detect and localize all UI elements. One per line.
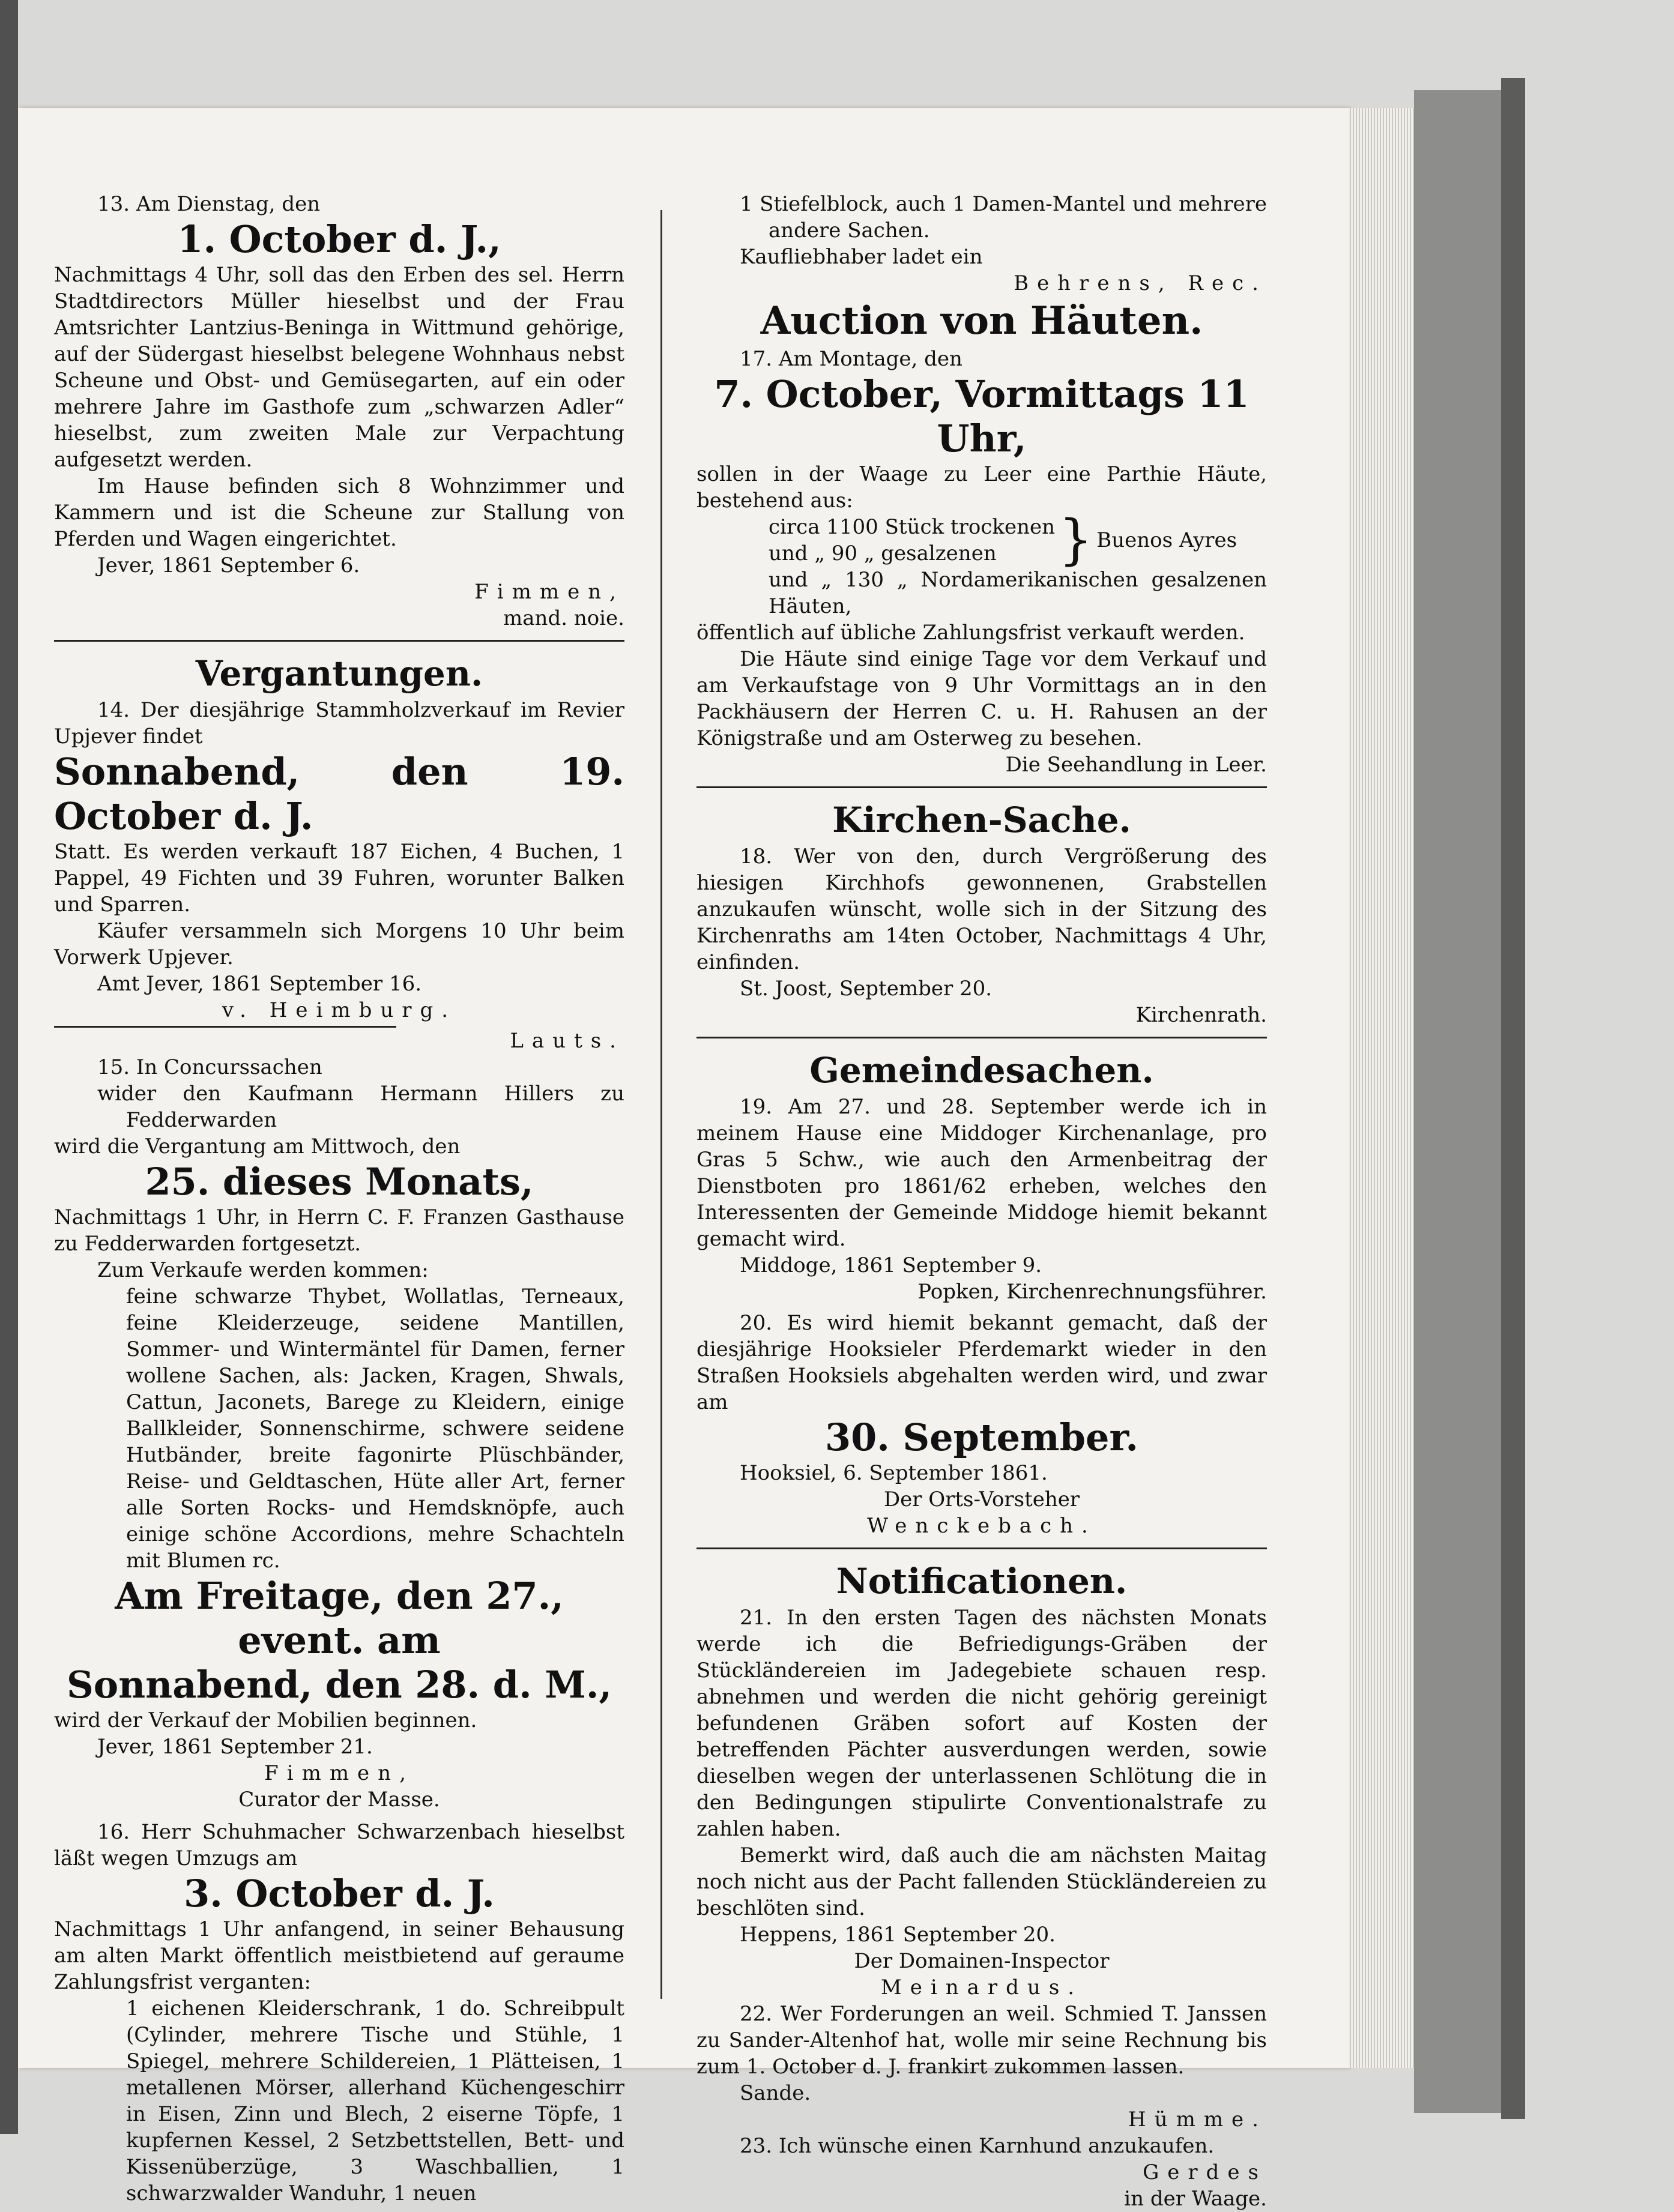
notice-14-signature: v. Heimburg.	[222, 998, 457, 1022]
book-cover	[1414, 90, 1501, 2113]
notice-14-place: Amt Jever, 1861 September 16.	[97, 972, 422, 996]
notice-15-after: wird der Verkauf der Mobilien beginnen.	[54, 1708, 477, 1732]
notice-20-place: Hooksiel, 6. September 1861.	[740, 1461, 1048, 1485]
page-stack-edges	[1348, 108, 1414, 2068]
notice-15-list-intro: Zum Verkaufe werden kommen:	[97, 1258, 429, 1282]
notice-17-intro: 17. Am Montage, den	[740, 347, 962, 371]
hides-brace-label: Buenos Ayres	[1096, 528, 1237, 552]
notice-21-place: Heppens, 1861 September 20.	[740, 1923, 1056, 1947]
left-column	[54, 191, 624, 2207]
notice-18-signature: Kirchenrath.	[1135, 1003, 1267, 1027]
hides-row-2: und „ 90 „ gesalzenen	[769, 541, 997, 565]
continued-invite: Kaufliebhaber ladet ein	[740, 245, 983, 269]
notice-21-signature2: Meinardus.	[880, 1975, 1083, 2000]
notice-15-intro2: wider den Kaufmann Hermann Hillers zu Fedderwarden	[97, 1082, 624, 1132]
notice-15-intro3: wird die Vergantung am Mittwoch, den	[54, 1135, 461, 1159]
notice-15-list: feine schwarze Thybet, Wollatlas, Terneaux, feine Kleiderzeuge, seidene Mantillen, Sommer- und Wintermäntel für Damen, ferner wollene Sachen, als: Jacken, Kragen, Shwals, Cattun, Jaconets, Barege zu Kleidern, einige Ballkleider, Sonnenschirme, schwere seidene Hutbänder, breite fagonirte Plüschbänder, Reise- und Geldtaschen, Hüte aller Art, ferner alle Sorten Rocks- und Hemdsknöpfe, auch einige schöne Accordions, mehre Schachteln mit Blumen rc.	[126, 1285, 624, 1573]
notice-20-signature2: Wenckebach.	[867, 1514, 1096, 1538]
notice-17-date: 7. October, Vormittags 11 Uhr,	[714, 372, 1249, 460]
notice-15-date: 25. dieses Monats,	[145, 1160, 534, 1204]
notice-21-body2: Bemerkt wird, daß auch die am nächsten Maitag noch nicht aus der Pacht fallenden Stückländereien zu beschlöten sind.	[696, 1843, 1267, 1920]
book-cover-edge	[1501, 78, 1525, 2119]
notice-17-signature: Die Seehandlung in Leer.	[1005, 753, 1267, 777]
notice-22-signature: Hümme.	[1128, 2108, 1267, 2132]
heading-gemeindesachen: Gemeindesachen.	[809, 1050, 1154, 1091]
right-column	[696, 191, 1267, 2212]
notice-15-signature: Fimmen,	[264, 1761, 414, 1785]
notice-21-body: 21. In den ersten Tagen des nächsten Monats werde ich die Befriedigungs-Gräben der Stückländereien im Jadegebiete schauen resp. abnehmen und werden die nicht gehörig gereinigt befundenen Gräben sofort auf Kosten der betreffenden Pächter ausverdungen werden, sowie dieselben wegen der unterlassenen Schlötung die in den Bedingungen stipulirte Conventionalstrafe zu zahlen haben.	[696, 1606, 1267, 1841]
notice-13-date: 1. October d. J.,	[177, 217, 501, 261]
notice-16-list: 1 eichenen Kleiderschrank, 1 do. Schreibpult (Cylinder, mehrere Tische und Stühle, 1 Spiegel, mehrere Schildereien, 1 Plätteisen, 1 metallenen Mörser, allerhand Küchengeschirr in Eisen, Zinn und Blech, 2 eiserne Töpfe, 1 kupfernen Kessel, 2 Setzbettstellen, Bett- und Kissenüberzüge, 3 Waschballien, 1 schwarzwalder Wanduhr, 1 neuen	[126, 1997, 624, 2205]
notice-14-intro: 14. Der diesjährige Stammholzverkauf im Revier Upjever findet	[54, 698, 624, 749]
notice-22-place: Sande.	[740, 2081, 811, 2105]
notice-16-intro: 16. Herr Schuhmacher Schwarzenbach hieselbst läßt wegen Umzugs am	[54, 1820, 624, 1870]
brace-glyph: }	[1059, 508, 1093, 571]
notice-13-body: Nachmittags 4 Uhr, soll das den Erben des sel. Herrn Stadtdirectors Müller hieselbst und der Frau Amtsrichter Lantzius-Beninga in Wittmund gehörige, auf der Südergast hieselbst belegene Wohnhaus nebst Scheune und Obst- und Gemüsegarten, auf ein oder mehrere Jahre im Gasthofe zum „schwarzen Adler“ hieselbst, zum zweiten Male zur Verpachtung aufgesetzt werden.	[54, 263, 624, 472]
notice-18-place: St. Joost, September 20.	[740, 977, 993, 1001]
section-rule	[696, 786, 1267, 788]
notice-13-intro: 13. Am Dienstag, den	[97, 192, 321, 216]
notice-15-intro: 15. In Concurssachen	[97, 1055, 322, 1079]
notice-14-body: Statt. Es werden verkauft 187 Eichen, 4 Buchen, 1 Pappel, 49 Fichten und 39 Fuhren, worunter Balken und Sparren.	[54, 840, 624, 917]
section-rule	[696, 1037, 1267, 1038]
hides-row-3: und „ 130 „ Nordamerikanischen gesalzenen Häuten,	[769, 568, 1267, 618]
heading-kirchen-sache: Kirchen-Sache.	[832, 800, 1131, 840]
notice-15-place: Jever, 1861 September 21.	[97, 1735, 373, 1759]
section-rule	[696, 1547, 1267, 1549]
notice-23-body: 23. Ich wünsche einen Karnhund anzukaufen.	[740, 2134, 1215, 2158]
notice-14-signature2: Lauts.	[510, 1029, 624, 1053]
notice-22-body: 22. Wer Forderungen an weil. Schmied T. Janssen zu Sander-Altenhof hat, wolle mir seine Rechnung bis zum 1. October d. J. frankirt zukommen lassen.	[696, 2002, 1267, 2079]
notice-17-body2: Die Häute sind einige Tage vor dem Verkauf und am Verkaufstage von 9 Uhr Vormittags an in den Packhäusern der Herren C. u. H. Rahusen an der Königstraße und am Osterweg zu besehen.	[696, 647, 1267, 750]
continued-items: 1 Stiefelblock, auch 1 Damen-Mantel und mehrere andere Sachen.	[740, 192, 1267, 243]
section-rule	[54, 640, 624, 642]
notice-17-after: öffentlich auf übliche Zahlungsfrist verkauft werden.	[696, 621, 1245, 645]
notice-23-signature2: in der Waage.	[1124, 2187, 1267, 2211]
hides-table	[696, 508, 1267, 571]
notice-20-body: 20. Es wird hiemit bekannt gemacht, daß der diesjährige Hooksieler Pferdemarkt wieder in den Straßen Hooksiels abgehalten werden wird, und zwar am	[696, 1311, 1267, 1414]
notice-15-body: Nachmittags 1 Uhr, in Herrn C. F. Franzen Gasthause zu Fedderwarden fortgesetzt.	[54, 1205, 624, 1256]
notice-19-body: 19. Am 27. und 28. September werde ich in meinem Hause eine Middoger Kirchenanlage, pro Gras 5 Schw., wie auch den Armenbeitrag der Dienstboten pro 1861/62 erheben, welches den Interessenten der Gemeinde Middoge hiemit bekannt gemacht wird.	[696, 1095, 1267, 1251]
notice-15-signature2: Curator der Masse.	[238, 1788, 440, 1812]
notice-15-date3: Sonnabend, den 28. d. M.,	[66, 1663, 612, 1707]
notice-16-body: Nachmittags 1 Uhr anfangend, in seiner Behausung am alten Markt öffentlich meistbietend auf geraume Zahlungsfrist verganten:	[54, 1917, 624, 1994]
notice-20-signature: Der Orts-Vorsteher	[883, 1487, 1080, 1511]
notice-19-place: Middoge, 1861 September 9.	[740, 1253, 1042, 1277]
notice-14-date: Sonnabend, den 19. October d. J.	[54, 750, 624, 838]
notice-13-body2: Im Hause befinden sich 8 Wohnzimmer und Kammern und ist die Scheune zur Stallung von Pferden und Wagen eingerichtet.	[54, 474, 624, 551]
notice-21-signature: Der Domainen-Inspector	[854, 1949, 1110, 1973]
heading-vergantungen: Vergantungen.	[195, 653, 483, 694]
notice-17-body: sollen in der Waage zu Leer eine Parthie Häute, bestehend aus:	[696, 462, 1267, 513]
notice-23-signature: Gerdes	[1143, 2160, 1267, 2184]
notice-15-date2: Am Freitage, den 27., event. am	[115, 1574, 564, 1662]
notice-19-signature: Popken, Kirchenrechnungsführer.	[917, 1280, 1267, 1304]
notice-13-signature: Fimmen,	[474, 580, 624, 604]
notice-16-date: 3. October d. J.	[184, 1872, 495, 1915]
hides-row-1: circa 1100 Stück trockenen	[769, 515, 1055, 539]
notice-13-signature2: mand. noie.	[503, 606, 624, 630]
notice-13-place: Jever, 1861 September 6.	[97, 553, 360, 577]
binding-left-edge	[0, 0, 18, 2134]
heading-auction-hides: Auction von Häuten.	[760, 298, 1203, 343]
column-divider	[660, 210, 662, 1999]
heading-notificationen: Notificationen.	[836, 1561, 1128, 1602]
notice-20-date: 30. September.	[824, 1415, 1139, 1459]
notice-18-body: 18. Wer von den, durch Vergrößerung des hiesigen Kirchhofs gewonnenen, Grabstellen anzukaufen wünscht, wolle sich in der Sitzung des Kirchenraths am 14ten October, Nachmittags 4 Uhr, einfinden.	[696, 845, 1267, 974]
continued-signature: Behrens, Rec.	[1014, 271, 1267, 295]
notice-14-body2: Käufer versammeln sich Morgens 10 Uhr beim Vorwerk Upjever.	[54, 919, 624, 969]
